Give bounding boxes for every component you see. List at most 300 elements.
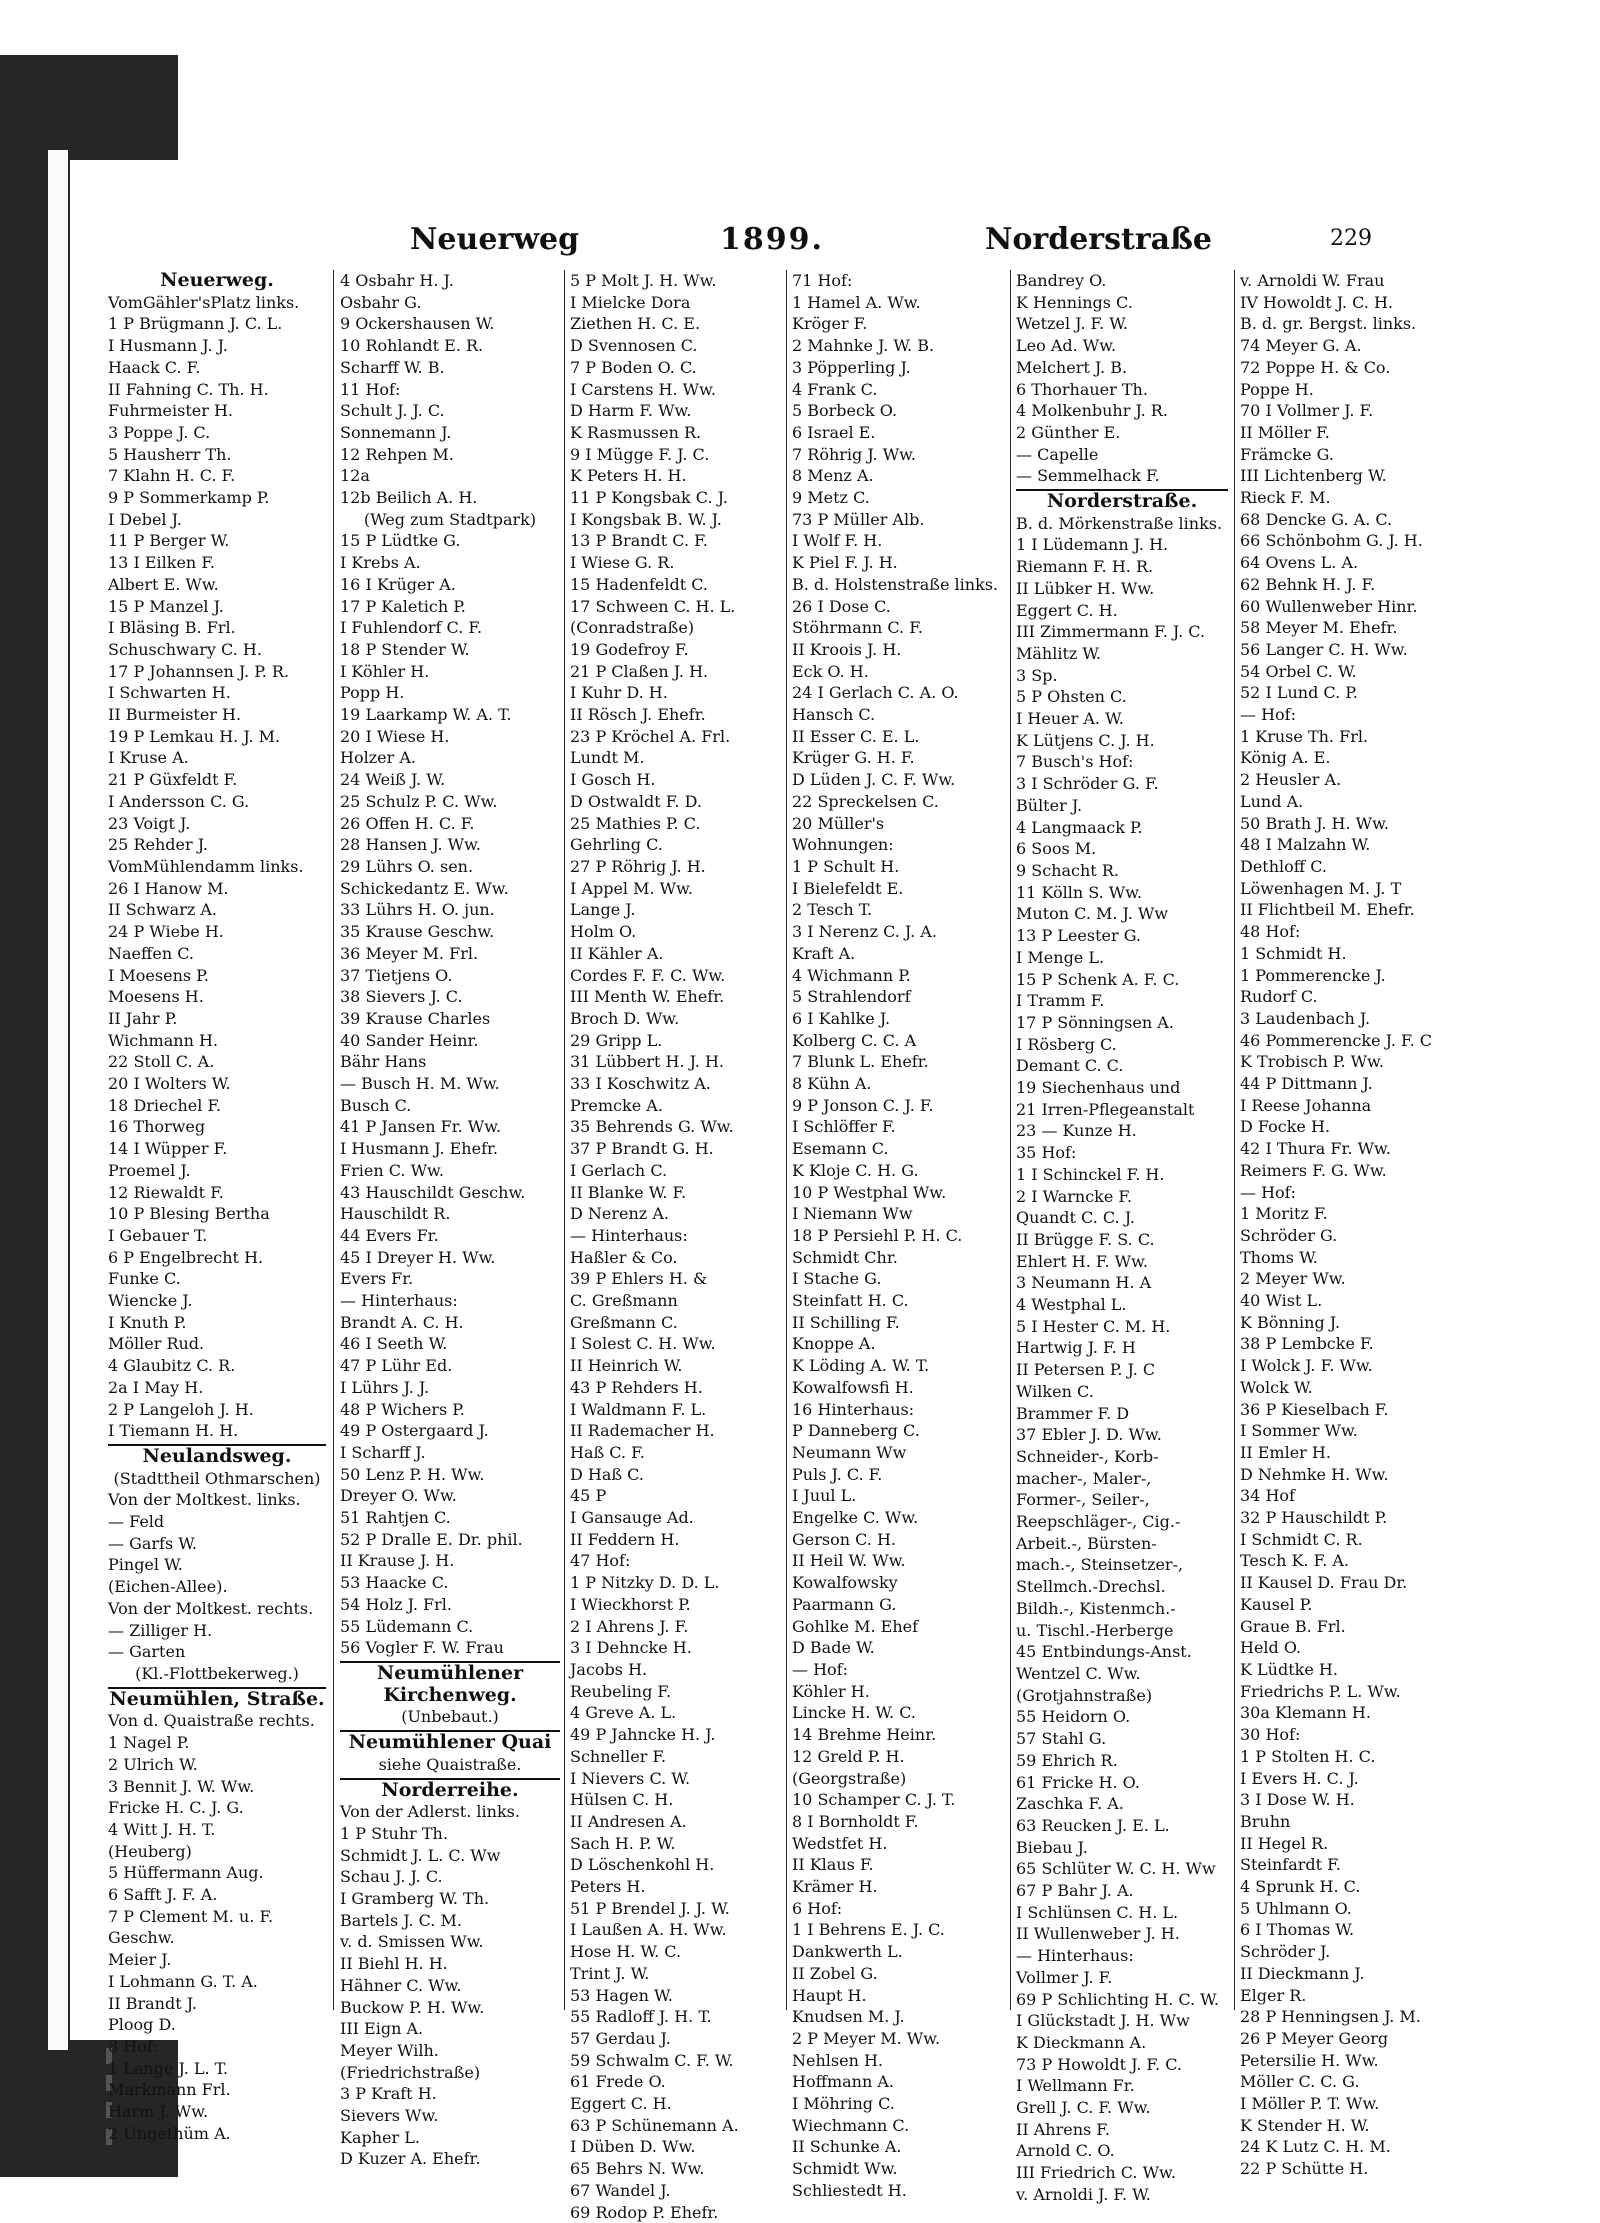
directory-entry: 53 Haacke C. <box>340 1573 449 1593</box>
directory-entry: 20 I Wiese H. <box>340 726 450 746</box>
directory-entry: D Harm F. Ww. <box>570 401 692 421</box>
directory-entry: 71 Hof: <box>792 271 853 290</box>
directory-entry: siehe Quaistraße. <box>378 1754 522 1774</box>
directory-entry: Von der Moltkest. rechts. <box>108 1598 314 1618</box>
directory-entry: Schmidt Ww. <box>792 2159 898 2179</box>
directory-entry: 48 Hof: <box>1240 922 1301 942</box>
directory-entry: Dankwerth L. <box>792 1942 903 1962</box>
column-divider <box>564 270 565 2010</box>
directory-entry: 67 Wandel J. <box>570 2180 671 2200</box>
directory-entry: 68 Dencke G. A. C. <box>1240 509 1393 529</box>
directory-entry: Möller C. C. G. <box>1240 2072 1360 2092</box>
directory-entry: 17 Schween C. H. L. <box>570 596 736 616</box>
directory-entry: 1 Schmidt H. <box>1240 943 1347 963</box>
directory-entry: 59 Ehrich R. <box>1016 1750 1118 1770</box>
directory-entry: 64 Ovens L. A. <box>1240 553 1359 573</box>
directory-entry: I Wiese G. R. <box>570 553 675 573</box>
directory-entry: Gohlke M. Ehef <box>792 1616 919 1636</box>
directory-entry: 15 P Manzel J. <box>108 596 224 616</box>
directory-entry: K Trobisch P. Ww. <box>1240 1052 1384 1072</box>
directory-entry: D Lüden J. C. F. Ww. <box>792 770 956 790</box>
directory-entry: Kausel P. <box>1240 1594 1313 1614</box>
directory-entry: 4 Wichmann P. <box>792 965 911 985</box>
directory-entry: 24 Weiß J. W. <box>340 770 446 790</box>
directory-entry: B. d. Holstenstraße links. <box>792 574 999 594</box>
directory-entry: 22 Spreckelsen C. <box>792 791 939 811</box>
directory-entry: Ploog D. <box>108 2015 176 2035</box>
directory-entry: 45 P <box>570 1486 607 1506</box>
directory-entry: 12 Riewaldt F. <box>108 1182 224 1202</box>
directory-entry: 4 Osbahr H. J. <box>340 271 454 290</box>
directory-entry: I Rösberg C. <box>1016 1034 1117 1054</box>
directory-entry: 7 Röhrig J. Ww. <box>792 444 917 464</box>
directory-entry: (Grotjahnstraße) <box>1016 1685 1153 1705</box>
directory-entry: 19 P Lemkau H. J. M. <box>108 726 281 746</box>
directory-entry: 33 I Koschwitz A. <box>570 1074 711 1094</box>
directory-entry: 37 P Brandt G. H. <box>570 1139 714 1159</box>
directory-entry: Lundt M. <box>570 748 645 768</box>
directory-entry: Kröger F. <box>792 314 868 334</box>
directory-entry: VomGähler'sPlatz links. <box>108 292 300 312</box>
directory-entry: Paarmann G. <box>792 1594 897 1614</box>
directory-entry: 5 I Hester C. M. H. <box>1016 1316 1171 1336</box>
directory-entry: Melchert J. B. <box>1016 357 1128 377</box>
directory-entry: B. d. Mörkenstraße links. <box>1016 513 1223 533</box>
directory-entry: Främcke G. <box>1240 444 1334 464</box>
directory-entry: Wentzel C. Ww. <box>1016 1664 1141 1683</box>
directory-entry: Norderreihe. <box>340 1778 560 1802</box>
directory-entry: Brandt A. C. H. <box>340 1312 464 1332</box>
directory-entry: v. Arnoldi J. F. W. <box>1016 2184 1151 2204</box>
directory-entry: 8 Hof: <box>108 2036 159 2056</box>
directory-entry: Sievers Ww. <box>340 2106 439 2126</box>
directory-entry: D Kuzer A. Ehefr. <box>340 2149 481 2169</box>
directory-entry: Stellmch.-Drechsl. <box>1016 1577 1166 1597</box>
directory-entry: Petersilie H. Ww. <box>1240 2050 1379 2070</box>
directory-entry: Köhler H. <box>792 1681 870 1701</box>
directory-entry: 2 Günther E. <box>1016 422 1121 442</box>
directory-entry: Former-, Seiler-, <box>1016 1490 1150 1510</box>
directory-entry: Lund A. <box>1240 791 1304 811</box>
directory-entry: II Klaus F. <box>792 1855 874 1875</box>
directory-entry: 5 Hüffermann Aug. <box>108 1863 264 1883</box>
directory-entry: 29 Gripp L. <box>570 1030 663 1050</box>
directory-entry: Biebau J. <box>1016 1837 1088 1857</box>
directory-entry: 23 P Kröchel A. Frl. <box>570 726 731 746</box>
directory-entry: II Emler H. <box>1240 1442 1331 1462</box>
directory-entry: I Evers H. C. J. <box>1240 1768 1359 1788</box>
directory-entry: 18 P Stender W. <box>340 639 470 659</box>
directory-entry: II Heinrich W. <box>570 1356 683 1376</box>
directory-entry: Reubeling F. <box>570 1681 672 1701</box>
directory-entry: Neumann Ww <box>792 1442 907 1462</box>
directory-entry: I Reese Johanna <box>1240 1095 1372 1115</box>
directory-entry: Reimers F. G. Ww. <box>1240 1160 1387 1180</box>
directory-entry: Trint J. W. <box>570 1963 650 1983</box>
directory-entry: 52 P Dralle E. Dr. phil. <box>340 1529 523 1549</box>
directory-entry: Proemel J. <box>108 1160 191 1180</box>
directory-entry: Kirchenweg. <box>383 1683 517 1706</box>
directory-entry: 26 Offen H. C. F. <box>340 813 475 833</box>
directory-entry: K Stender H. W. <box>1240 2115 1370 2135</box>
directory-entry: 32 P Hauschildt P. <box>1240 1508 1388 1528</box>
directory-entry: Arbeit.-, Bürsten- <box>1016 1533 1157 1553</box>
directory-entry: Demant C. C. <box>1016 1056 1124 1076</box>
directory-entry: 5 P Molt J. H. Ww. <box>570 271 717 290</box>
directory-entry: 56 Vogler F. W. Frau <box>340 1638 504 1658</box>
directory-entry: D Nerenz A. <box>570 1204 669 1224</box>
directory-entry: II Burmeister H. <box>108 705 242 725</box>
directory-entry: I Bläsing B. Frl. <box>108 618 236 638</box>
directory-entry: 73 P Howoldt J. F. C. <box>1016 2054 1182 2074</box>
directory-entry: II Schilling F. <box>792 1312 900 1332</box>
directory-entry: 24 I Gerlach C. A. O. <box>792 683 959 703</box>
directory-entry: v. d. Smissen Ww. <box>340 1932 484 1952</box>
directory-entry: mach.-, Steinsetzer-, <box>1016 1555 1184 1575</box>
directory-entry: 16 I Krüger A. <box>340 574 456 594</box>
directory-entry: 17 P Johannsen J. P. R. <box>108 661 290 681</box>
directory-entry: Wiechmann C. <box>792 2115 910 2135</box>
directory-entry: I Bielefeldt E. <box>792 878 904 898</box>
directory-entry: Kraft A. <box>792 943 856 963</box>
directory-entry: Wolck W. <box>1240 1377 1313 1397</box>
directory-entry: 26 I Dose C. <box>792 596 891 616</box>
directory-entry: 11 P Berger W. <box>108 531 230 551</box>
directory-entry: 3 Sp. <box>1016 665 1058 685</box>
directory-entry: 4 Langmaack P. <box>1016 817 1143 837</box>
directory-entry: — Semmelhack F. <box>1016 466 1160 486</box>
directory-entry: II Esser C. E. L. <box>792 726 920 746</box>
directory-entry: 53 Hagen W. <box>570 1985 673 2005</box>
directory-entry: Friedrichs P. L. Ww. <box>1240 1681 1401 1701</box>
directory-entry: Knoppe A. <box>792 1334 876 1354</box>
directory-entry: 48 I Malzahn W. <box>1240 835 1371 855</box>
directory-entry: 2 P Langeloh J. H. <box>108 1399 254 1419</box>
directory-entry: — Capelle <box>1016 444 1099 464</box>
directory-entry: 54 Orbel C. W. <box>1240 661 1357 681</box>
directory-entry: 3 Laudenbach J. <box>1240 1008 1371 1028</box>
directory-entry: Hansch C. <box>792 705 876 725</box>
directory-entry: 2 I Ahrens J. F. <box>570 1616 689 1636</box>
directory-entry: I Appel M. Ww. <box>570 878 693 898</box>
directory-entry: Kowalfowsfi H. <box>792 1377 914 1397</box>
directory-entry: 19 Godefroy F. <box>570 639 689 659</box>
directory-entry: II Möller F. <box>1240 422 1330 442</box>
directory-entry: Dreyer O. Ww. <box>340 1486 457 1506</box>
directory-entry: Hülsen C. H. <box>570 1790 674 1810</box>
directory-entry: 6 P Engelbrecht H. <box>108 1247 264 1267</box>
directory-entry: 6 Israel E. <box>792 422 876 442</box>
directory-entry: Bülter J. <box>1016 795 1083 815</box>
directory-entry: 63 Reucken J. E. L. <box>1016 1815 1170 1835</box>
directory-entry: Von d. Quaistraße rechts. <box>108 1711 315 1731</box>
directory-entry: 5 Strahlendorf <box>792 987 911 1007</box>
directory-entry: II Brandt J. <box>108 1993 197 2013</box>
directory-entry: 17 P Sönningsen A. <box>1016 1012 1174 1032</box>
directory-entry: Fricke H. C. J. G. <box>108 1798 244 1818</box>
directory-entry: — Garfs W. <box>108 1533 198 1553</box>
directory-entry: 6 Soos M. <box>1016 839 1097 859</box>
directory-entry: I Kruse A. <box>108 748 189 768</box>
directory-entry: II Schunke A. <box>792 2137 902 2157</box>
directory-entry: II Wullenweber J. H. <box>1016 1924 1180 1944</box>
directory-entry: 1 Lange J. L. T. <box>108 2058 229 2078</box>
column-divider <box>333 270 334 2010</box>
directory-entry: — Hof: <box>1240 705 1296 725</box>
directory-entry: macher-, Maler-, <box>1016 1468 1152 1488</box>
directory-entry: (Stadttheil Othmarschen) <box>113 1468 321 1488</box>
directory-entry: II Lübker H. Ww. <box>1016 578 1155 598</box>
directory-entry: 1 Hamel A. Ww. <box>792 292 921 312</box>
directory-entry: Krüger G. H. F. <box>792 748 915 768</box>
directory-entry: 12a <box>340 466 370 486</box>
directory-entry: Krämer H. <box>792 1877 878 1897</box>
directory-entry: Bähr Hans <box>340 1052 427 1072</box>
directory-entry: 28 P Henningsen J. M. <box>1240 2007 1421 2027</box>
directory-entry: 46 Pommerencke J. F. C <box>1240 1030 1433 1050</box>
column-1 <box>108 269 326 2143</box>
directory-entry: III Lichtenberg W. <box>1240 466 1387 486</box>
directory-entry: 44 P Dittmann J. <box>1240 1074 1373 1094</box>
directory-entry: III Menth W. Ehefr. <box>570 987 725 1007</box>
directory-entry: 35 Krause Geschw. <box>340 922 495 942</box>
directory-entry: 18 Driechel F. <box>108 1095 222 1115</box>
directory-entry: I Schmidt C. R. <box>1240 1529 1363 1549</box>
directory-entry: Bartels J. C. M. <box>340 1910 462 1930</box>
directory-entry: I Nievers C. W. <box>570 1768 691 1788</box>
directory-entry: I Husmann J. Ehefr. <box>340 1139 498 1159</box>
directory-entry: III Friedrich C. Ww. <box>1016 2163 1176 2183</box>
directory-entry: Premcke A. <box>570 1095 663 1115</box>
directory-entry: 10 Rohlandt E. R. <box>340 336 484 356</box>
directory-entry: 40 Sander Heinr. <box>340 1030 479 1050</box>
directory-entry: 13 P Leester G. <box>1016 926 1141 946</box>
directory-entry: Nehlsen H. <box>792 2050 883 2070</box>
directory-entry: II Fahning C. Th. H. <box>108 379 269 399</box>
directory-entry: 21 P Claßen J. H. <box>570 661 709 681</box>
directory-entry: 47 Hof: <box>570 1551 631 1571</box>
directory-entry: P Danneberg C. <box>792 1421 920 1441</box>
directory-entry: 67 P Bahr J. A. <box>1016 1881 1134 1901</box>
directory-entry: 4 Greve A. L. <box>570 1703 677 1723</box>
directory-entry: Muton C. M. J. Ww <box>1016 904 1169 924</box>
directory-entry: 54 Holz J. Frl. <box>340 1594 452 1614</box>
directory-entry: Riemann F. H. R. <box>1016 557 1154 577</box>
directory-entry: 43 P Rehders H. <box>570 1377 703 1397</box>
column-divider <box>1010 270 1011 2010</box>
directory-entry: 57 Gerdau J. <box>570 2028 671 2048</box>
directory-entry: Schmidt Chr. <box>792 1247 898 1267</box>
directory-entry: 16 Hinterhaus: <box>792 1399 915 1419</box>
directory-entry: 65 Schlüter W. C. H. Ww <box>1016 1859 1216 1879</box>
directory-entry: Elger R. <box>1240 1985 1307 2005</box>
directory-entry: 35 Hof: <box>1016 1143 1077 1163</box>
directory-entry: B. d. gr. Bergst. links. <box>1240 314 1417 334</box>
directory-entry: Wohnungen: <box>792 835 894 855</box>
directory-entry: 24 P Wiebe H. <box>108 922 224 942</box>
directory-entry: II Schwarz A. <box>108 900 217 920</box>
directory-entry: 41 P Jansen Fr. Ww. <box>340 1117 502 1137</box>
directory-entry: 48 P Wichers P. <box>340 1399 465 1419</box>
directory-entry: 1 P Schult H. <box>792 856 900 876</box>
directory-entry: I Moesens P. <box>108 965 209 985</box>
directory-entry: 4 Westphal L. <box>1016 1295 1127 1315</box>
directory-entry: II Feddern H. <box>570 1529 680 1549</box>
directory-entry: Thoms W. <box>1240 1247 1318 1267</box>
directory-entry: Broch D. Ww. <box>570 1008 680 1028</box>
directory-entry: 12 Greld P. H. <box>792 1746 905 1766</box>
directory-entry: Steinfardt F. <box>1240 1855 1341 1875</box>
directory-entry: Held O. <box>1240 1638 1302 1658</box>
directory-entry: I Debel J. <box>108 509 182 529</box>
directory-entry: I Husmann J. J. <box>108 336 228 356</box>
directory-entry: Albert E. Ww. <box>108 574 219 594</box>
directory-entry: Gehrling C. <box>570 835 663 855</box>
directory-entry: 69 P Schlichting H. C. W. <box>1016 1989 1219 2009</box>
directory-entry: 23 — Kunze H. <box>1016 1121 1137 1141</box>
directory-entry: 8 Kühn A. <box>792 1074 872 1094</box>
directory-entry: Moesens H. <box>108 987 204 1007</box>
directory-entry: — Hof: <box>792 1660 848 1679</box>
directory-entry: Hähner C. Ww. <box>340 1975 462 1995</box>
directory-entry: Wiencke J. <box>108 1291 193 1311</box>
directory-entry: I Wolf F. H. <box>792 531 883 551</box>
directory-entry: 9 P Jonson C. J. F. <box>792 1095 934 1115</box>
directory-entry: 57 Stahl G. <box>1016 1729 1107 1749</box>
directory-entry: Neumühlen, Straße. <box>109 1687 325 1710</box>
directory-entry: 16 Thorweg <box>108 1117 206 1137</box>
directory-entry: VomMühlendamm links. <box>108 856 304 876</box>
directory-entry: 3 I Schröder G. F. <box>1016 774 1159 794</box>
directory-entry: I Solest C. H. Ww. <box>570 1334 716 1354</box>
directory-entry: D Nehmke H. Ww. <box>1240 1464 1389 1484</box>
directory-entry: 1 P Stuhr Th. <box>340 1823 448 1843</box>
directory-entry: Lincke H. W. C. <box>792 1703 916 1723</box>
directory-entry: Reepschläger-, Cig.- <box>1016 1512 1181 1532</box>
directory-entry: Norderstraße. <box>1016 489 1228 513</box>
directory-entry: Hose H. W. C. <box>570 1942 682 1962</box>
directory-entry: Möller Rud. <box>108 1334 205 1354</box>
directory-entry: Gerson C. H. <box>792 1529 897 1549</box>
directory-entry: 4 Frank C. <box>792 379 878 399</box>
directory-entry: II Flichtbeil M. Ehefr. <box>1240 900 1415 920</box>
directory-entry: Leo Ad. Ww. <box>1016 336 1117 356</box>
directory-entry: II Kähler A. <box>570 943 664 963</box>
directory-entry: 6 Thorhauer Th. <box>1016 379 1148 399</box>
directory-entry: 11 Hof: <box>340 379 401 399</box>
directory-entry: 1 Nagel P. <box>108 1733 190 1753</box>
directory-entry: I Krebs A. <box>340 553 421 573</box>
directory-entry: Arnold C. O. <box>1016 2141 1115 2161</box>
directory-entry: I Fuhlendorf C. F. <box>340 618 483 638</box>
directory-entry: 36 Meyer M. Frl. <box>340 943 479 963</box>
directory-entry: 73 P Müller Alb. <box>792 509 925 529</box>
directory-entry: I Schlünsen C. H. L. <box>1016 1902 1179 1922</box>
directory-entry: I Scharff J. <box>340 1442 426 1462</box>
directory-entry: (Weg zum Stadtpark) <box>363 509 537 529</box>
directory-entry: Neulandsweg. <box>108 1444 326 1468</box>
directory-entry: 1 Pommerencke J. <box>1240 965 1386 985</box>
directory-entry: 39 Krause Charles <box>340 1008 491 1028</box>
directory-entry: Haupt H. <box>792 1985 867 2005</box>
directory-entry: I Kongsbak B. W. J. <box>570 509 722 529</box>
directory-entry: Schau J. J. C. <box>340 1867 443 1887</box>
directory-entry: 25 Schulz P. C. Ww. <box>340 791 498 811</box>
directory-entry: 3 Bennit J. W. Ww. <box>108 1776 255 1796</box>
directory-entry: Schneller F. <box>570 1746 667 1766</box>
directory-entry: 43 Hauschildt Geschw. <box>340 1182 526 1202</box>
directory-entry: 1 I Lüdemann J. H. <box>1016 535 1169 555</box>
directory-entry: Buckow P. H. Ww. <box>340 1997 485 2017</box>
directory-entry: Eggert C. H. <box>1016 600 1118 620</box>
directory-entry: Schliestedt H. <box>792 2180 907 2200</box>
directory-entry: — Busch H. M. Ww. <box>340 1074 500 1094</box>
directory-entry: I Gramberg W. Th. <box>340 1889 490 1909</box>
directory-entry: Schröder J. <box>1240 1942 1331 1962</box>
directory-entry: K Rasmussen R. <box>570 422 702 442</box>
directory-entry: 10 P Blesing Bertha <box>108 1204 270 1224</box>
header-left-title: Neuerweg <box>410 222 580 257</box>
directory-entry: 2 Meyer Ww. <box>1240 1269 1346 1289</box>
directory-entry: Frien C. Ww. <box>340 1160 444 1180</box>
directory-entry: 15 P Lüdtke G. <box>340 531 461 551</box>
directory-entry: II Kausel D. Frau Dr. <box>1240 1573 1408 1593</box>
directory-entry: D Löschenkohl H. <box>570 1855 715 1875</box>
directory-entry: Kowalfowsky <box>792 1573 898 1593</box>
directory-entry: 3 I Dehncke H. <box>570 1638 692 1658</box>
directory-entry: 2 P Meyer M. Ww. <box>792 2028 941 2048</box>
directory-entry: 26 P Meyer Georg <box>1240 2028 1389 2048</box>
directory-entry: 19 Siechenhaus und <box>1016 1078 1181 1098</box>
directory-entry: 1 I Behrens E. J. C. <box>792 1920 945 1940</box>
directory-entry: Fuhrmeister H. <box>108 401 233 421</box>
directory-entry: 12 Rehpen M. <box>340 444 454 464</box>
directory-entry: (Friedrichstraße) <box>340 2062 481 2082</box>
directory-entry: 38 P Lembcke F. <box>1240 1334 1374 1354</box>
directory-entry: 42 I Thura Fr. Ww. <box>1240 1139 1391 1159</box>
directory-entry: Meier J. <box>108 1950 172 1970</box>
directory-entry: 3 I Nerenz C. J. A. <box>792 922 937 942</box>
directory-entry: I Stache G. <box>792 1269 882 1289</box>
directory-entry: Neumühlener <box>340 1661 560 1685</box>
directory-entry: K Piel F. J. H. <box>792 553 898 573</box>
directory-entry: I Glückstadt J. H. Ww <box>1016 2011 1190 2031</box>
directory-entry: 62 Behnk H. J. F. <box>1240 574 1376 594</box>
directory-entry: — Hof: <box>1240 1182 1296 1202</box>
directory-entry: 9 P Sommerkamp P. <box>108 488 270 508</box>
directory-entry: Schuschwary C. H. <box>108 639 262 659</box>
column-4 <box>792 270 1002 2200</box>
directory-entry: K Lütjens C. J. H. <box>1016 730 1155 750</box>
directory-entry: Harm J. Ww. <box>108 2102 209 2122</box>
directory-entry: Busch C. <box>340 1095 412 1115</box>
directory-entry: 2a I May H. <box>108 1377 204 1397</box>
directory-entry: II Petersen P. J. C <box>1016 1360 1156 1380</box>
directory-entry: D Focke H. <box>1240 1117 1331 1137</box>
directory-entry: 39 P Ehlers H. & <box>570 1269 708 1289</box>
directory-entry: Wichmann H. <box>108 1030 218 1050</box>
directory-entry: 2 Ulrich W. <box>108 1754 198 1774</box>
directory-entry: (Georgstraße) <box>792 1768 907 1788</box>
directory-entry: 55 Lüdemann C. <box>340 1616 474 1636</box>
directory-entry: Bildh.-, Kistenmch.- <box>1016 1598 1176 1618</box>
directory-entry: 24 K Lutz C. H. M. <box>1240 2137 1391 2157</box>
directory-entry: Markmann Frl. <box>108 2080 231 2100</box>
directory-entry: Steinfatt H. C. <box>792 1291 909 1311</box>
directory-entry: 27 P Röhrig J. H. <box>570 856 706 876</box>
directory-entry: 36 P Kieselbach F. <box>1240 1399 1389 1419</box>
directory-entry: Lange J. <box>570 900 636 920</box>
